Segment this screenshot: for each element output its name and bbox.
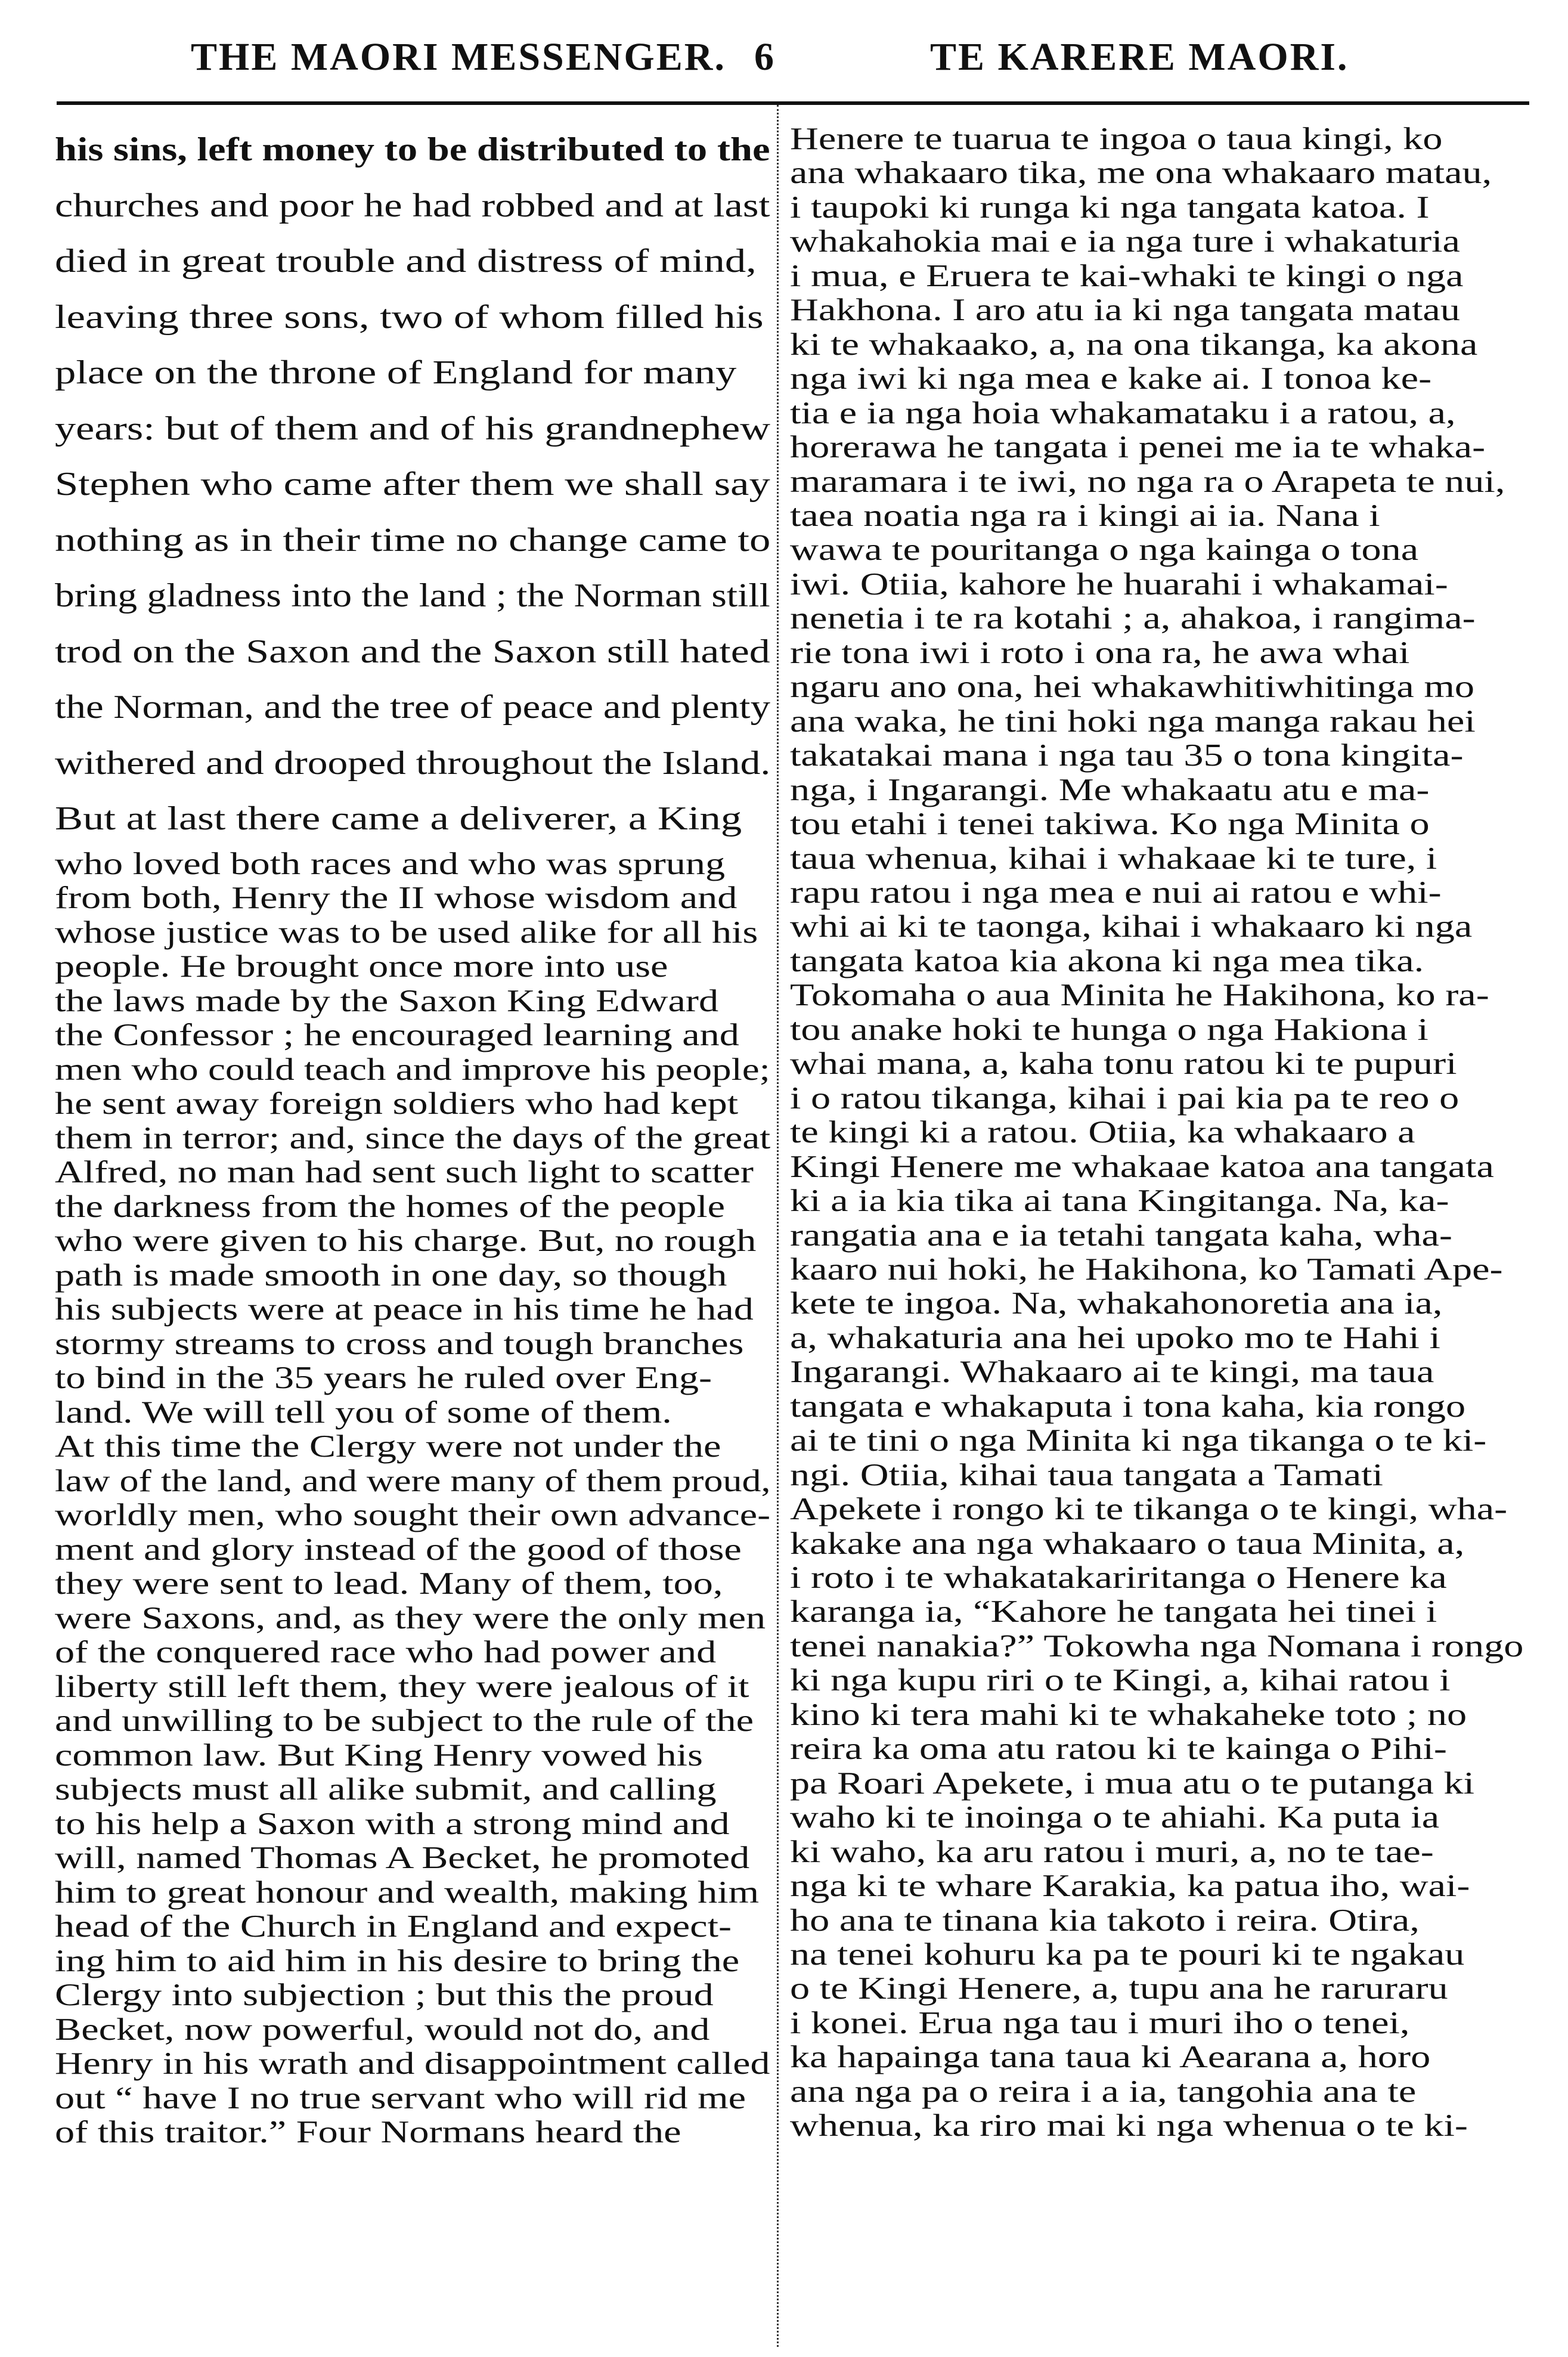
text-line: path is made smooth in one day, so though — [55, 1258, 727, 1293]
text-line: tangata e whakaputa i tona kaha, kia rongo — [790, 1389, 1466, 1424]
text-line: men who could teach and improve his people; — [55, 1052, 770, 1087]
text-line: bring gladness into the land ; the Norman still — [55, 577, 770, 614]
header-rule — [57, 101, 1529, 105]
text-line: i konei. Erua nga tau i muri iho o tenei, — [790, 2005, 1410, 2040]
text-line: and unwilling to be subject to the rule of the — [55, 1704, 754, 1738]
text-line: i roto i te whakatakariritanga o Henere ka — [790, 1560, 1447, 1596]
text-line: horerawa he tangata i penei me ia te whaka- — [790, 430, 1486, 465]
text-line: Henere te tuarua te ingoa o taua kingi, ko — [790, 122, 1443, 156]
text-line: Hakhona. I aro atu ia ki nga tangata matau — [790, 293, 1460, 328]
text-line: liberty still left them, they were jealous of it — [55, 1669, 749, 1704]
text-line: i mua, e Eruera te kai-whaki te kingi o nga — [790, 258, 1464, 293]
text-line: At this time the Clergy were not under the — [55, 1429, 721, 1464]
text-line: rangatia ana e ia tetahi tangata kaha, wha- — [790, 1218, 1452, 1253]
text-line: nga ki te whare Karakia, ka patua iho, wai- — [790, 1869, 1470, 1904]
text-line: whenua, ka riro mai ki nga whenua o te ki- — [790, 2108, 1468, 2144]
text-line: they were sent to lead. Many of them, too, — [55, 1566, 723, 1601]
text-line: subjects must all alike submit, and calling — [55, 1772, 717, 1807]
text-line: will, named Thomas A Becket, he promoted — [55, 1841, 750, 1875]
text-line: ing him to aid him in his desire to bring the — [55, 1943, 740, 1978]
text-line: wawa te pouritanga o nga kainga o tona — [790, 532, 1419, 568]
text-line: the laws made by the Saxon King Edward — [55, 983, 719, 1018]
text-line: leaving three sons, two of whom filled his — [55, 298, 764, 336]
text-line: te kingi ki a ratou. Otiia, ka whakaaro a — [790, 1115, 1415, 1150]
text-line: ana whakaaro tika, me ona whakaaro matau, — [790, 156, 1492, 191]
text-line: ki te whakaako, a, na ona tikanga, ka akona — [790, 327, 1478, 362]
text-line: withered and drooped throughout the Island. — [55, 744, 771, 782]
text-line: ai te tini o nga Minita ki nga tikanga o te ki- — [790, 1423, 1487, 1458]
text-line: out “ have I no true servant who will rid me — [55, 2080, 746, 2116]
text-line: of the conquered race who had power and — [55, 1635, 717, 1670]
text-line: them in terror; and, since the days of the great — [55, 1120, 771, 1156]
text-line: whakahokia mai e ia nga ture i whakaturia — [790, 224, 1460, 259]
text-line: taea noatia nga ra i kingi ai ia. Nana i — [790, 498, 1380, 533]
text-line: years: but of them and of his grandnephew — [55, 410, 770, 447]
text-line: people. He brought once more into use — [55, 949, 668, 984]
header-english-title: THE MAORI MESSENGER. — [191, 35, 726, 79]
text-line: ka hapainga tana taua ki Aearana a, horo — [790, 2040, 1431, 2075]
text-line: kete te ingoa. Na, whakahonoretia ana ia, — [790, 1286, 1443, 1321]
text-line: to bind in the 35 years he ruled over Eng- — [55, 1361, 712, 1395]
text-line: he sent away foreign soldiers who had kept — [55, 1086, 739, 1121]
maori-column — [790, 122, 1523, 2144]
text-line: ki a ia kia tika ai tana Kingitanga. Na, ka- — [790, 1184, 1449, 1219]
text-line: Tokomaha o aua Minita he Hakihona, ko ra- — [790, 978, 1489, 1013]
text-line: nenetia i te ra kotahi ; a, ahakoa, i rangima- — [790, 601, 1476, 636]
text-line: nga, i Ingarangi. Me whakaatu atu e ma- — [790, 772, 1430, 807]
text-line: the darkness from the homes of the people — [55, 1189, 726, 1224]
text-line: the Norman, and the tree of peace and plenty — [55, 689, 770, 726]
text-line: Stephen who came after them we shall say — [55, 466, 770, 503]
text-line: head of the Church in England and expect- — [55, 1909, 732, 1944]
text-line: ana nga pa o reira i a ia, tangohia ana te — [790, 2074, 1417, 2109]
text-line: tou anake hoki te hunga o nga Hakiona i — [790, 1012, 1428, 1047]
text-line: tou etahi i tenei takiwa. Ko nga Minita o — [790, 807, 1430, 842]
text-line: But at last there came a deliverer, a King — [55, 800, 742, 837]
text-line: ki nga kupu riri o te Kingi, a, kihai ratou i — [790, 1663, 1451, 1698]
text-line: worldly men, who sought their own advance- — [55, 1498, 771, 1532]
text-line: tangata katoa kia akona ki nga mea tika. — [790, 943, 1424, 978]
text-line: tenei nanakia?” Tokowha nga Nomana i rongo — [790, 1628, 1524, 1664]
text-line: tia e ia nga hoia whakamataku i a ratou, a, — [790, 395, 1456, 430]
text-line: o te Kingi Henere, a, tupu ana he raruraru — [790, 1971, 1448, 2006]
text-line: takatakai mana i nga tau 35 o tona kingita- — [790, 738, 1464, 773]
text-line: Henry in his wrath and disappointment called — [55, 2046, 770, 2081]
text-line: whi ai ki te taonga, kihai i whakaaro ki nga — [790, 909, 1473, 944]
text-line: to his help a Saxon with a strong mind and — [55, 1806, 730, 1841]
text-line: waho ki te inoinga o te ahiahi. Ka puta ia — [790, 1800, 1440, 1835]
text-line: who were given to his charge. But, no rough — [55, 1224, 757, 1258]
text-line: trod on the Saxon and the Saxon still hated — [55, 633, 770, 670]
text-line: Alfred, no man had sent such light to scatter — [55, 1155, 754, 1190]
text-line: a, whakaturia ana hei upoko mo te Hahi i — [790, 1320, 1440, 1355]
text-line: ment and glory instead of the good of those — [55, 1532, 742, 1567]
text-line: kino ki tera mahi ki te whakaheke toto ; no — [790, 1697, 1467, 1732]
text-line: of this traitor.” Four Normans heard the — [55, 2115, 681, 2150]
text-line: were Saxons, and, as they were the only men — [55, 1600, 766, 1636]
text-line: his subjects were at peace in his time he had — [55, 1292, 754, 1327]
text-line: taua whenua, kihai i whakaae ki te ture, i — [790, 841, 1437, 876]
page-header — [54, 35, 1532, 88]
text-line: law of the land, and were many of them proud, — [55, 1463, 771, 1498]
english-small-type-section — [55, 847, 770, 2150]
text-line: ki waho, ka aru ratou i muri, a, no te tae- — [790, 1834, 1434, 1869]
text-line: reira ka oma atu ratou ki te kainga o Pihi- — [790, 1732, 1447, 1767]
text-line: Apekete i rongo ki te tikanga o te kingi, wha- — [790, 1492, 1508, 1527]
text-line: him to great honour and wealth, making him — [55, 1875, 760, 1910]
text-line: kakake ana nga whakaaro o taua Minita, a, — [790, 1526, 1465, 1561]
text-line: Clergy into subjection ; but this the proud — [55, 1978, 714, 2012]
text-line: stormy streams to cross and tough branches — [55, 1326, 744, 1361]
text-line: ho ana te tinana kia takoto i reira. Otira, — [790, 1903, 1420, 1938]
text-line: nga iwi ki nga mea e kake ai. I tonoa ke- — [790, 361, 1432, 397]
text-line: land. We will tell you of some of them. — [55, 1395, 672, 1430]
text-line: nothing as in their time no change came to — [55, 521, 771, 559]
text-line: i o ratou tikanga, kihai i pai kia pa te reo o — [790, 1080, 1459, 1116]
english-column — [55, 122, 770, 2150]
text-line: died in great trouble and distress of mind, — [55, 243, 757, 280]
text-line: the Confessor ; he encouraged learning and — [55, 1018, 739, 1052]
text-line: common law. But King Henry vowed his — [55, 1737, 703, 1773]
english-large-type-section — [55, 122, 770, 847]
text-line: kaaro nui hoki, he Hakihona, ko Tamati Ape- — [790, 1252, 1503, 1287]
text-line: Ingarangi. Whakaaro ai te kingi, ma taua — [790, 1355, 1434, 1390]
text-line: ana waka, he tini hoki nga manga rakau hei — [790, 704, 1476, 739]
text-line: ngi. Otiia, kihai taua tangata a Tamati — [790, 1457, 1383, 1492]
text-line: place on the throne of England for many — [55, 354, 737, 391]
text-line: na tenei kohuru ka pa te pouri ki te ngakau — [790, 1937, 1465, 1972]
text-line: whai mana, a, kaha tonu ratou ki te pupuri — [790, 1046, 1457, 1082]
text-line: whose justice was to be used alike for all his — [55, 915, 758, 950]
page-number: 6 — [754, 35, 776, 79]
text-line: his sins, left money to be distributed to the — [55, 131, 770, 168]
text-line: maramara i te iwi, no nga ra o Arapeta te nui, — [790, 464, 1505, 499]
text-line: i taupoki ki runga ki nga tangata katoa. I — [790, 190, 1430, 225]
header-maori-title: TE KARERE MAORI. — [930, 35, 1349, 79]
text-line: Becket, now powerful, would not do, and — [55, 2012, 710, 2047]
text-line: pa Roari Apekete, i mua atu o te putanga ki — [790, 1766, 1474, 1801]
text-line: Kingi Henere me whakaae katoa ana tangata — [790, 1149, 1494, 1184]
text-line: karanga ia, “Kahore he tangata hei tinei i — [790, 1594, 1437, 1630]
text-line: ngaru ano ona, hei whakawhitiwhitinga mo — [790, 670, 1475, 705]
text-line: churches and poor he had robbed and at last — [55, 187, 770, 224]
text-line: who loved both races and who was sprung — [55, 846, 726, 881]
text-line: rie tona iwi i roto i ona ra, he awa whai — [790, 635, 1410, 670]
text-line: iwi. Otiia, kahore he huarahi i whakamai- — [790, 566, 1448, 602]
text-line: from both, Henry the II whose wisdom and — [55, 881, 737, 915]
text-line: rapu ratou i nga mea e nui ai ratou e whi- — [790, 875, 1442, 910]
